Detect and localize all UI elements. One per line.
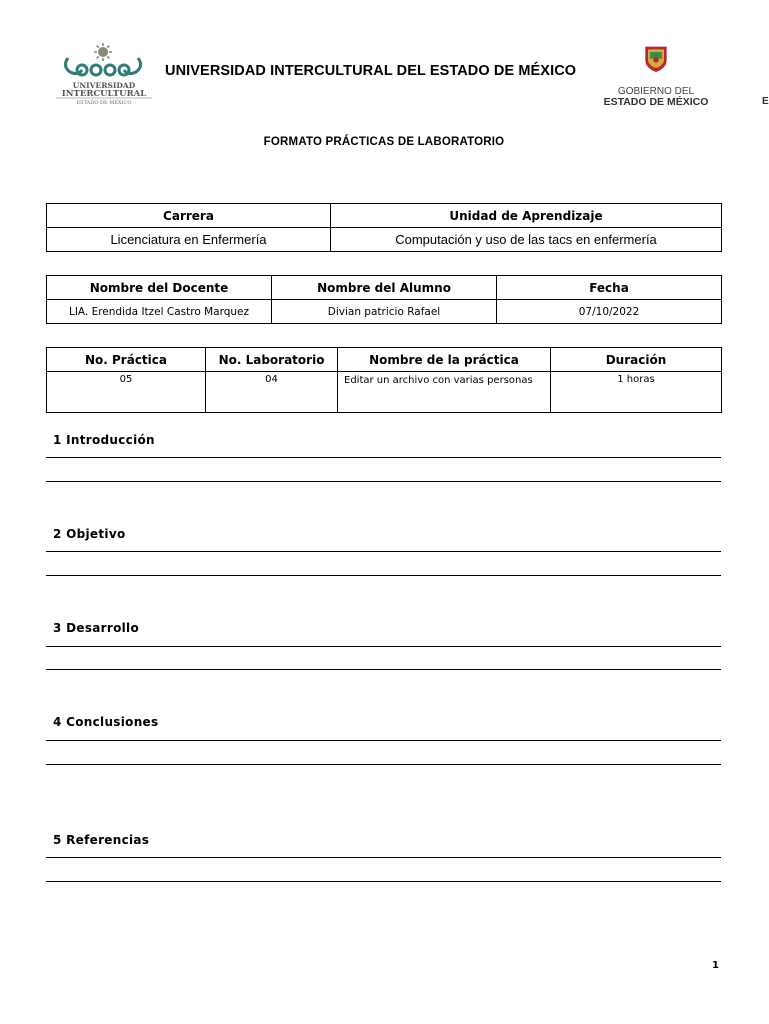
section-rule: [46, 764, 721, 765]
table-row: [47, 372, 722, 413]
cropped-edge-text: E: [762, 96, 769, 107]
table-header-row: [47, 276, 722, 300]
unidad-value: Computación y uso de las tacs en enfermería: [331, 228, 722, 252]
alumno-header: Nombre del Alumno: [272, 276, 497, 300]
section-rule: [46, 575, 721, 576]
practice-table: [46, 347, 722, 413]
career-table: [46, 203, 722, 252]
section-rule: [46, 457, 721, 458]
section-rule: [46, 881, 721, 882]
unidad-header: Unidad de Aprendizaje: [331, 204, 722, 228]
svg-text:INTERCULTURAL: INTERCULTURAL: [61, 89, 147, 99]
docente-header: Nombre del Docente: [47, 276, 272, 300]
section-rule: [46, 646, 721, 647]
section-introduccion-title: 1 Introducción: [53, 433, 155, 447]
carrera-value: Licenciatura en Enfermería: [47, 228, 331, 252]
table-row: [47, 300, 722, 324]
section-referencias-title: 5 Referencias: [53, 833, 150, 847]
government-name-line2: ESTADO DE MÉXICO: [603, 96, 709, 108]
section-objetivo-title: 2 Objetivo: [53, 527, 126, 541]
page-number: 1: [712, 960, 719, 971]
section-conclusiones-title: 4 Conclusiones: [53, 715, 159, 729]
government-name-line1: GOBIERNO DEL: [617, 86, 695, 97]
section-rule: [46, 551, 721, 552]
nombre-practica-header: Nombre de la práctica: [338, 348, 551, 372]
section-rule: [46, 481, 721, 482]
university-logo: [48, 40, 160, 106]
section-rule: [46, 740, 721, 741]
no-laboratorio-value: 04: [206, 372, 338, 413]
alumno-value: Divian patricio Rafael: [272, 300, 497, 324]
fecha-value: 07/10/2022: [497, 300, 722, 324]
government-logo: [600, 44, 712, 88]
people-table: [46, 275, 722, 324]
duracion-value: 1 horas: [551, 372, 722, 413]
table-header-row: [47, 348, 722, 372]
carrera-header: Carrera: [47, 204, 331, 228]
table-row: [47, 228, 722, 252]
no-practica-header: No. Práctica: [47, 348, 206, 372]
docente-value: LIA. Erendida Itzel Castro Marquez: [47, 300, 272, 324]
svg-text:ESTADO DE MÉXICO: ESTADO DE MÉXICO: [76, 100, 132, 106]
fecha-header: Fecha: [497, 276, 722, 300]
table-header-row: [47, 204, 722, 228]
university-title: UNIVERSIDAD INTERCULTURAL DEL ESTADO DE MÉXICO: [165, 63, 577, 79]
no-laboratorio-header: No. Laboratorio: [206, 348, 338, 372]
duracion-header: Duración: [551, 348, 722, 372]
nombre-practica-value: Editar un archivo con varias personas: [338, 372, 551, 413]
section-desarrollo-title: 3 Desarrollo: [53, 621, 140, 635]
svg-text:UNIVERSIDAD: UNIVERSIDAD: [72, 81, 136, 90]
no-practica-value: 05: [47, 372, 206, 413]
section-rule: [46, 669, 721, 670]
section-rule: [46, 857, 721, 858]
document-title: FORMATO PRÁCTICAS DE LABORATORIO: [263, 136, 505, 148]
